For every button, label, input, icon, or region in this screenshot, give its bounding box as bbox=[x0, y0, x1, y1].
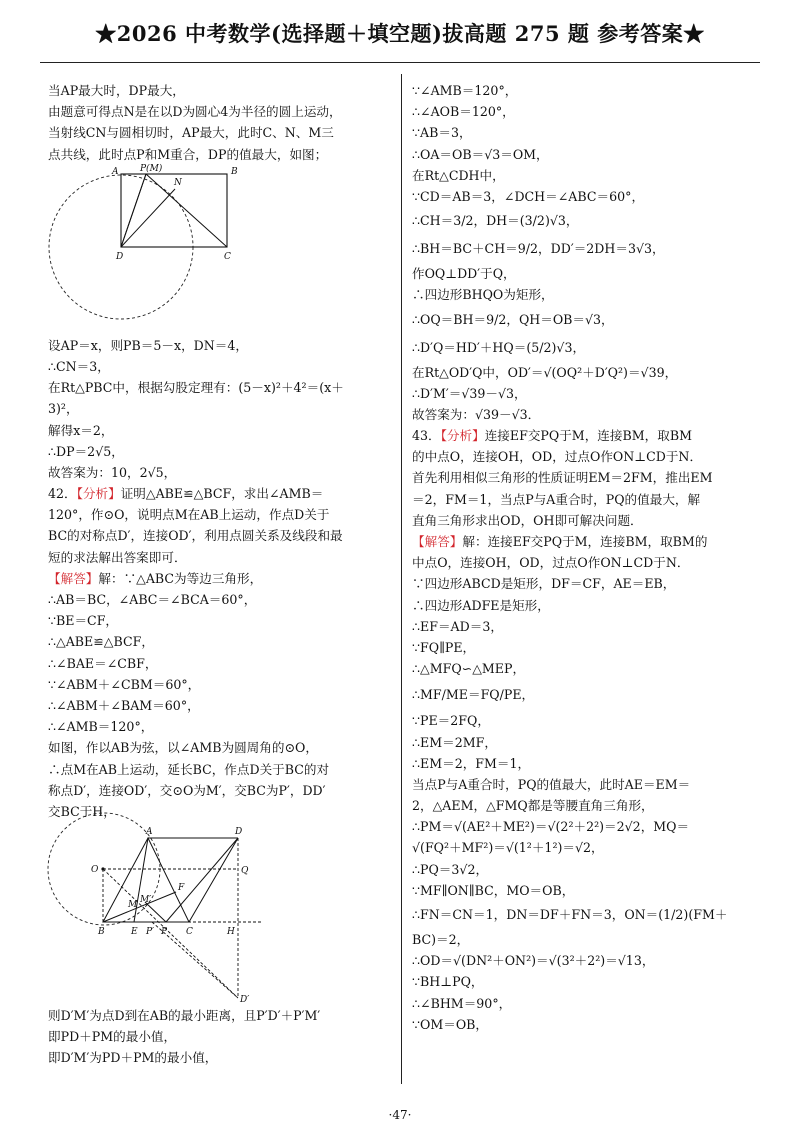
text-line: 首先利用相似三角形的性质证明EM＝2FM，推出EM bbox=[412, 470, 713, 486]
text-line: ∵OM＝OB， bbox=[412, 1016, 488, 1032]
text-line: ∴EF＝AD＝3， bbox=[412, 618, 503, 634]
text-line: BC)＝2， bbox=[412, 932, 470, 947]
text-line: 即PD＋PM的最小值， bbox=[48, 1029, 177, 1045]
analysis-text: 证明△ABE≌△BCF，求出∠AMB＝ bbox=[120, 486, 324, 502]
text-line: ∴PM＝√(AE²＋ME²)＝√(2²＋2²)＝2√2，MQ＝ bbox=[412, 819, 690, 835]
fig2-label-b: B bbox=[98, 927, 105, 938]
fig2-label-o: O bbox=[91, 865, 99, 876]
page-header-title: ★2026 中考数学(选择题＋填空题)拔高题 275 题 参考答案★ bbox=[95, 21, 705, 46]
text-line: BC的对称点D′，连接OD′，利用点圆关系及线段和最 bbox=[48, 528, 343, 544]
text-line: 设AP＝x，则PB＝5－x，DN＝4， bbox=[48, 337, 248, 353]
text-line: ∴∠AMB＝120°， bbox=[48, 719, 154, 735]
text-line: ∴CN＝3， bbox=[48, 358, 110, 374]
text-line: ∴OQ＝BH＝9/2，QH＝OB＝√3， bbox=[412, 311, 614, 327]
fig2-label-m: M bbox=[128, 900, 138, 911]
figure-rectangle-circle bbox=[48, 163, 238, 335]
fig2-label-p-prime: P′ bbox=[146, 927, 155, 938]
solution-text: 解：连接EF交PQ于M，连接BM，取BM的 bbox=[462, 534, 708, 549]
text-line: 称点D′，连接OD′，交⊙O为M′，交BC为P′，DD′ bbox=[48, 782, 326, 798]
question-43-analysis-line bbox=[412, 425, 757, 446]
text-line: 的中点O，连接OH，OD，过点O作ON⊥CD于N． bbox=[412, 449, 703, 465]
text-line: ∴DP＝2√5， bbox=[48, 443, 124, 459]
text-line: 当点P与A重合时，PQ的值最大，此时AE＝EM＝ bbox=[412, 776, 691, 792]
text-line: ∴PQ＝3√2， bbox=[412, 861, 489, 877]
text-line: ∴∠AOB＝120°， bbox=[412, 104, 515, 120]
text-line: ∴∠BHM＝90°， bbox=[412, 995, 512, 1011]
page-number: ·47· bbox=[388, 1108, 412, 1122]
fig1-label-pm: P(M) bbox=[140, 163, 163, 174]
fig2-label-f: F bbox=[178, 883, 185, 894]
text-line: 解得x＝2， bbox=[48, 422, 114, 438]
question-43-solution-line bbox=[412, 531, 757, 552]
text-line: ∴△MFQ∽△MEP， bbox=[412, 661, 526, 677]
text-line: ∵∠AMB＝120°， bbox=[412, 83, 518, 98]
text-line: ∴OA＝OB＝√3＝OM， bbox=[412, 146, 549, 162]
fig2-label-d: D bbox=[235, 827, 243, 838]
fig2-label-d-prime: D′ bbox=[240, 995, 250, 1006]
text-line: 作OQ⊥DD′于Q， bbox=[412, 266, 516, 282]
text-line: ∴D′M′＝√39－√3， bbox=[412, 385, 527, 401]
text-line: ∴OD＝√(DN²＋ON²)＝√(3²＋2²)＝√13， bbox=[412, 953, 655, 969]
text-line: 即D′M′为PD＋PM的最小值， bbox=[48, 1050, 218, 1066]
text-line: 2，△AEM，△FMQ都是等腰直角三角形， bbox=[412, 798, 654, 814]
text-line: ∵MF∥ON∥BC，MO＝OB， bbox=[412, 882, 575, 898]
text-line: 120°，作⊙O，说明点M在AB上运动，作点D关于 bbox=[48, 507, 330, 523]
analysis-tag: 【分析】 bbox=[76, 486, 121, 502]
text-line: ∴BH＝BC＋CH＝9/2，DD′＝2DH＝3√3， bbox=[412, 241, 665, 257]
text-line: 交BC于H， bbox=[48, 803, 116, 819]
text-line: ∴FN＝CN＝1，DN＝DF＋FN＝3，ON＝(1/2)(FM＋ bbox=[412, 907, 728, 922]
text-line: ∵FQ∥PE， bbox=[412, 639, 476, 655]
text-line: ∴CH＝3/2，DH＝(3/2)√3， bbox=[412, 213, 579, 229]
text-line: 直角三角形求出OD，OH即可解决问题． bbox=[412, 512, 643, 528]
text-line: ∴∠ABM＋∠BAM＝60°， bbox=[48, 697, 200, 713]
text-line: ∵四边形ABCD是矩形，DF＝CF，AE＝EB， bbox=[412, 576, 676, 592]
fig2-label-a: A bbox=[146, 827, 153, 838]
text-line: 点共线，此时点P和M重合，DP的值最大，如图； bbox=[48, 146, 328, 162]
text-line: ∵BE＝CF， bbox=[48, 613, 119, 629]
text-line: 在Rt△CDH中， bbox=[412, 167, 505, 183]
question-number: 42． bbox=[48, 486, 77, 502]
right-column bbox=[412, 80, 757, 1035]
text-line: ∴△ABE≌△BCF， bbox=[48, 634, 154, 650]
analysis-text: 连接EF交PQ于M，连接BM，取BM bbox=[484, 428, 692, 444]
analysis-tag: 【分析】 bbox=[440, 428, 485, 444]
solution-text: 解：∵△ABC为等边三角形， bbox=[98, 570, 263, 586]
question-42-analysis-line bbox=[48, 483, 388, 504]
text-line: ＝2，FM＝1，当点P与A重合时，PQ的值最大，解 bbox=[412, 491, 701, 507]
fig2-label-q: Q bbox=[241, 866, 249, 877]
text-line: 3)²， bbox=[48, 401, 79, 417]
fig1-label-d: D bbox=[116, 251, 124, 262]
text-line: ∵AB＝3， bbox=[412, 125, 472, 141]
fig1-label-a: A bbox=[112, 166, 119, 177]
text-line: ∴AB＝BC，∠ABC＝∠BCA＝60°， bbox=[48, 592, 257, 607]
text-line: ∵∠ABM＋∠CBM＝60°， bbox=[48, 676, 201, 692]
fig2-label-c: C bbox=[186, 927, 193, 938]
text-line: ∵PE＝2FQ， bbox=[412, 713, 490, 729]
fig1-label-n: N bbox=[174, 177, 182, 188]
text-line: ∴四边形ADFE是矩形， bbox=[412, 597, 550, 613]
text-line: ∵CD＝AB＝3，∠DCH＝∠ABC＝60°， bbox=[412, 188, 645, 204]
figure-circle-triangle-parallelogram bbox=[48, 822, 278, 1005]
text-line: 则D′M′为点D到在AB的最小距离，且P′D′＋P′M′ bbox=[48, 1008, 321, 1024]
text-line: ∴D′Q＝HD′＋HQ＝(5/2)√3， bbox=[412, 339, 586, 355]
text-line: 由题意可得点N是在以D为圆心4为半径的圆上运动， bbox=[48, 104, 342, 120]
text-line: ∴EM＝2MF， bbox=[412, 734, 497, 750]
fig2-label-p: P bbox=[161, 927, 168, 938]
text-line: 如图，作以AB为弦，以∠AMB为圆周角的⊙O， bbox=[48, 740, 318, 756]
text-line: 当射线CN与圆相切时，AP最大，此时C、N、M三 bbox=[48, 125, 334, 141]
text-line: ∴MF/ME＝FQ/PE， bbox=[412, 687, 535, 703]
column-divider bbox=[401, 74, 402, 1084]
text-line: 短的求法解出答案即可． bbox=[48, 549, 187, 565]
question-42-solution-line bbox=[48, 568, 388, 589]
text-line: 在Rt△PBC中，根据勾股定理有：(5－x)²＋4²＝(x＋ bbox=[48, 380, 344, 396]
text-line: 故答案为：10，2√5， bbox=[48, 464, 177, 480]
fig2-label-m-prime: M′ bbox=[140, 895, 152, 906]
text-line: ∵BH⊥PQ， bbox=[412, 974, 484, 990]
text-line: 在Rt△OD′Q中，OD′＝√(OQ²＋D′Q²)＝√39， bbox=[412, 364, 678, 380]
text-line: 当AP最大时，DP最大， bbox=[48, 83, 185, 98]
fig2-label-h: H bbox=[227, 927, 235, 938]
text-line: ∴EM＝2，FM＝1， bbox=[412, 755, 531, 771]
fig1-label-b: B bbox=[231, 166, 238, 177]
fig1-label-c: C bbox=[224, 251, 231, 262]
text-line: ∴四边形BHQO为矩形， bbox=[412, 287, 554, 303]
text-line: 故答案为：√39－√3． bbox=[412, 406, 541, 422]
text-line: 中点O，连接OH，OD，过点O作ON⊥CD于N． bbox=[412, 555, 690, 571]
text-line: ∴∠BAE＝∠CBF， bbox=[48, 655, 158, 671]
header-divider bbox=[40, 62, 760, 63]
text-line: √(FQ²＋MF²)＝√(1²＋1²)＝√2， bbox=[412, 840, 604, 856]
left-column bbox=[48, 80, 388, 1069]
question-number: 43． bbox=[412, 428, 441, 444]
text-line: ∴点M在AB上运动，延长BC，作点D关于BC的对 bbox=[48, 761, 330, 777]
solution-tag: 【解答】 bbox=[412, 534, 463, 549]
solution-tag: 【解答】 bbox=[48, 570, 99, 586]
fig2-label-e: E bbox=[131, 927, 138, 938]
